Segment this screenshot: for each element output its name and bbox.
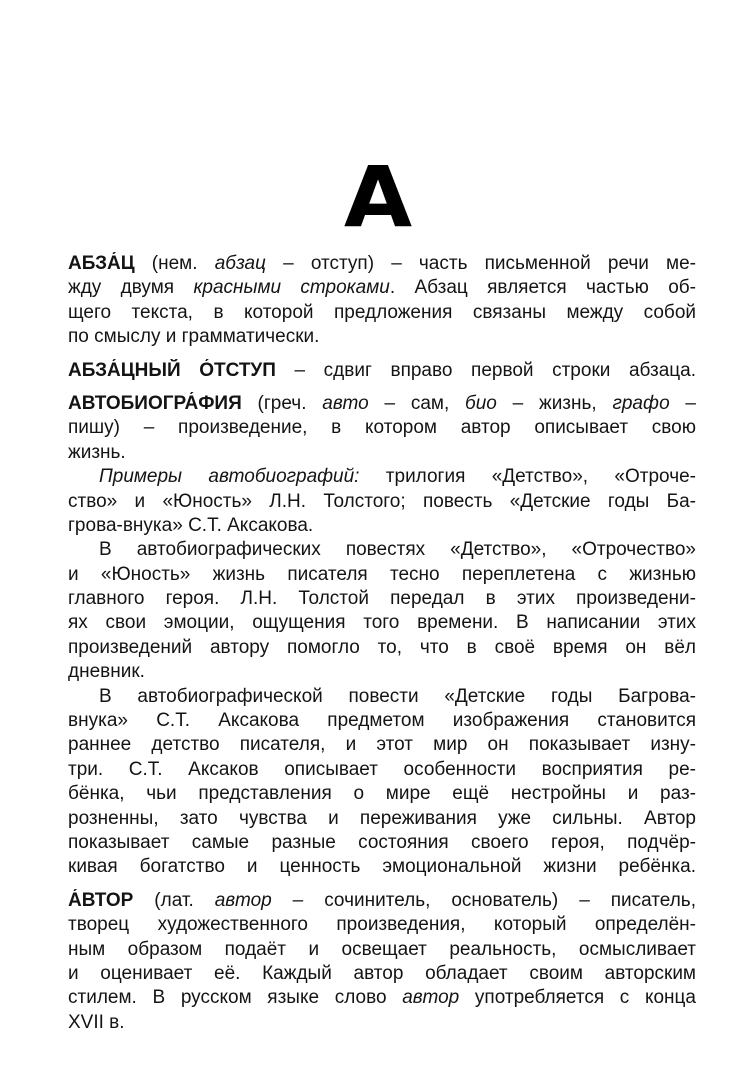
italic-term: абзац	[214, 253, 266, 274]
text-segment: – отступ) – часть письменной речи ме-	[266, 253, 696, 274]
paragraph-aksakov	[68, 685, 696, 880]
text-line	[68, 538, 696, 562]
text-line	[68, 276, 696, 300]
text-line	[68, 514, 696, 538]
dictionary-entries	[68, 252, 696, 1044]
text-line	[68, 986, 696, 1010]
text-line	[68, 733, 696, 757]
text-segment: дневник.	[68, 661, 145, 683]
text-line	[68, 441, 696, 465]
text-line	[68, 301, 696, 325]
text-segment: творец художественного произведения, который определён-	[68, 914, 696, 936]
text-line	[68, 1011, 696, 1035]
text-segment: бёнка, чьи представления о мире ещё нестройны и раз-	[68, 783, 696, 805]
entry-abzatsny-otstup	[68, 359, 696, 383]
headword: А́ВТОР	[68, 889, 134, 911]
text-line	[68, 913, 696, 937]
entry-avtobiografiya	[68, 392, 696, 465]
text-segment: трилогия «Детство», «Отроче-	[359, 466, 696, 488]
text-line	[68, 587, 696, 611]
text-segment: – жизнь,	[496, 392, 613, 414]
text-segment: В автобиографической повести «Детские годы Багрова-	[99, 685, 696, 707]
text-segment: кивая богатство и ценность эмоциональной жизни ребёнка.	[68, 856, 696, 878]
text-segment: (нем.	[134, 253, 215, 274]
text-segment: и оценивает её. Каждый автор обладает своим авторским	[68, 962, 696, 984]
text-segment: XVII в.	[68, 1011, 125, 1033]
entry-avtor	[68, 889, 696, 1035]
italic-term: красными строками	[193, 277, 390, 299]
text-line	[68, 855, 696, 879]
text-segment: по смыслу и грамматически.	[68, 326, 320, 348]
text-line	[68, 758, 696, 782]
text-segment: – сам,	[368, 392, 466, 414]
paragraph-tolstoy	[68, 538, 696, 684]
text-segment: ным образом подаёт и освещает реальность, осмысливает	[68, 938, 696, 960]
text-line	[68, 807, 696, 831]
text-line	[68, 359, 696, 383]
italic-term: автор	[214, 889, 272, 911]
text-segment: главного героя. Л.Н. Толстой передал в этих произведени-	[68, 588, 696, 610]
headword: АБЗА́Ц	[68, 253, 135, 274]
text-segment: –	[669, 392, 696, 414]
text-segment: и «Юность» жизнь писателя тесно переплетена с жизнью	[68, 563, 696, 585]
text-segment: показывает самые разные состояния своего героя, подчёр-	[68, 831, 696, 853]
text-segment: розненны, зато чувства и переживания уже сильны. Автор	[68, 807, 696, 829]
text-segment: – сдвиг вправо первой строки абзаца.	[275, 359, 696, 381]
text-segment: В автобиографических повестях «Детство», «Отрочество»	[99, 539, 696, 561]
text-line	[68, 611, 696, 635]
text-line	[68, 782, 696, 806]
italic-term: автор	[402, 987, 460, 1009]
text-line	[68, 252, 696, 276]
text-line	[68, 685, 696, 709]
text-line	[68, 709, 696, 733]
text-line	[68, 636, 696, 660]
text-line	[68, 831, 696, 855]
text-segment: жду двумя	[68, 277, 194, 299]
text-line	[68, 660, 696, 684]
headword: АБЗА́ЦНЫЙ О́ТСТУП	[68, 359, 276, 381]
text-segment: щего текста, в которой предложения связаны между собой	[68, 301, 696, 323]
text-segment: (греч.	[241, 392, 323, 414]
text-segment: употребляется с конца	[459, 987, 696, 1009]
section-letter-heading: А	[343, 148, 413, 246]
text-line	[68, 938, 696, 962]
text-line	[68, 416, 696, 440]
paragraph-examples	[68, 465, 696, 538]
text-line	[68, 490, 696, 514]
text-segment: (лат.	[133, 889, 215, 911]
text-segment: – сочинитель, основатель) – писатель,	[271, 889, 696, 911]
italic-term: авто	[322, 392, 369, 414]
entry-abzats	[68, 252, 696, 350]
italic-term: графо	[612, 392, 670, 414]
text-segment: пишу) – произведение, в котором автор описывает свою	[68, 417, 696, 439]
text-segment: . Абзац является частью об-	[389, 277, 696, 299]
text-line	[68, 392, 696, 416]
text-segment: произведений автору помогло то, что в своё время он вёл	[68, 636, 696, 658]
text-segment: внука» С.Т. Аксакова предметом изображения становится	[68, 710, 696, 732]
text-line	[68, 962, 696, 986]
text-segment: раннее детство писателя, и этот мир он показывает изну-	[68, 734, 696, 756]
italic-term: био	[465, 392, 497, 414]
text-line	[68, 563, 696, 587]
italic-term: Примеры автобиографий:	[99, 466, 360, 488]
text-segment: ство» и «Юность» Л.Н. Толстого; повесть «Детские годы Ба-	[68, 490, 696, 512]
text-segment: стилем. В русском языке слово	[68, 987, 403, 1009]
text-segment: три. С.Т. Аксаков описывает особенности восприятия ре-	[68, 758, 696, 780]
text-segment: грова-внука» С.Т. Аксакова.	[68, 514, 314, 536]
text-line	[68, 889, 696, 913]
text-segment: ях свои эмоции, ощущения того времени. В написании этих	[68, 612, 696, 634]
text-line	[68, 465, 696, 489]
text-segment: жизнь.	[68, 441, 126, 463]
text-line	[68, 325, 696, 349]
headword: АВТОБИОГРА́ФИЯ	[68, 392, 242, 414]
